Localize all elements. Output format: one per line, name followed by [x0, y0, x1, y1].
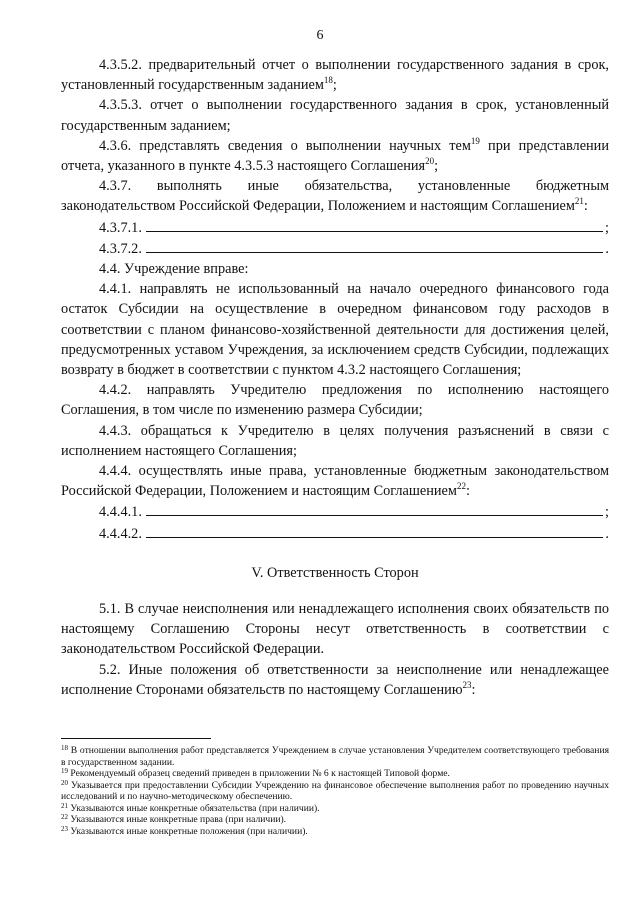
clause-text: 4.3.6. представлять сведения о выполнении научных тем: [99, 137, 471, 154]
footnote-text: Указываются иные конкретные обязательства (при наличии).: [68, 802, 320, 814]
clause-number: 4.3.7.1.: [99, 219, 142, 236]
footnotes: [61, 738, 609, 837]
footnote-number: 18: [61, 744, 68, 752]
blank-fill-line: [146, 523, 604, 538]
footnote-ref: 18: [323, 75, 333, 86]
clause-4-4: 4.4. Учреждение вправе:: [99, 261, 249, 278]
clause-text: 4.3.5.2. предварительный отчет о выполнении государственного задания в срок, установленный государственным заданием: [61, 57, 609, 94]
clause-end: :: [465, 483, 470, 500]
clause-text: 5.2. Иные положения об ответственности за неисполнение или ненадлежащее исполнение Сторонами обязательств по настоящему Соглашению: [61, 661, 609, 698]
clause-4-3-7-1: [61, 217, 609, 238]
clause-end: ;: [605, 504, 609, 521]
blank-fill-line: [146, 217, 603, 232]
footnote-text: Указываются иные конкретные права (при наличии).: [68, 814, 287, 825]
footnote: [61, 780, 609, 803]
clause-end: :: [471, 681, 476, 698]
footnote-ref: 20: [425, 156, 435, 167]
page-number: 6: [316, 28, 324, 43]
clause-4-3-5-3: 4.3.5.3. отчет о выполнении государственного задания в срок, установленный государственным заданием;: [61, 97, 609, 134]
footnote-text: В отношении выполнения работ представляется Учреждением в случае установления Учредителем соответствующего требования в государственном задании.: [61, 745, 609, 768]
clause-4-4-4-1: [61, 501, 609, 522]
clause-4-3-5-2: [61, 55, 609, 95]
footnote-number: 21: [61, 801, 68, 810]
footnote-ref: 19: [470, 135, 480, 146]
footnote-number: 23: [61, 824, 68, 833]
clause-4-4-4: [61, 461, 609, 501]
footnote-ref: 23: [462, 679, 472, 690]
section-title: V. Ответственность Сторон: [251, 564, 419, 581]
clause-text: 4.3.7. выполнять иные обязательства, установленные бюджетным законодательством Российской Федерации, Положением и настоящим Соглашением: [61, 178, 609, 215]
clause-end: :: [583, 198, 588, 215]
footnote-text: Указывается при предоставлении Субсидии Учреждению на финансовое обеспечение выполнения работ по проведению научных исследований и по научно-методическому обеспечению.: [61, 779, 609, 802]
clause-5-2: [61, 660, 609, 700]
clause-4-4-1: 4.4.1. направлять не использованный на начало очередного финансового года остаток Субсидии на осуществление в очередном финансовом году расходов в соответствии с планом финансово-хозяйственной деятельности для достижения целей, предусмотренных уставом Учреждения, за исключением средств Субсидии, подлежащих возврату в бюджет в соответствии с пунктом 4.3.2 настоящего Соглашения;: [61, 281, 609, 379]
clause-text: при представлении отчета, указанного в пункте 4.3.5.3 настоящего Соглашения: [61, 137, 609, 175]
clause-end: .: [605, 240, 609, 257]
clause-end: ;: [332, 77, 337, 94]
clause-end: ;: [605, 219, 609, 236]
footnote-number: 22: [61, 813, 68, 821]
clause-end: .: [605, 525, 609, 542]
clause-number: 4.4.4.1.: [99, 504, 142, 521]
footnote-text: Указываются иные конкретные положения (при наличии).: [68, 825, 308, 837]
footnote-number: 19: [61, 767, 68, 775]
footnote: [61, 803, 609, 815]
footnote-text: Рекомендуемый образец сведений приведен в приложении № 6 к настоящей Типовой форме.: [68, 768, 450, 779]
clause-text: 4.4.4. осуществлять иные права, установленные бюджетным законодательством Российской Федерации, Положением и настоящим Соглашением: [61, 463, 609, 500]
footnote-divider: [61, 738, 211, 739]
clause-number: 4.4.4.2.: [99, 525, 142, 542]
clause-4-4-4-2: [61, 523, 609, 544]
clause-5-1: 5.1. В случае неисполнения или ненадлежащего исполнения своих обязательств по настоящему Соглашению Стороны несут ответственность в соответствии с законодательством Российской Федерации.: [61, 601, 609, 658]
footnote-ref: 21: [574, 196, 584, 207]
clause-number: 4.3.7.2.: [99, 240, 142, 257]
document-body: [61, 55, 609, 700]
clause-4-3-7: [61, 176, 609, 216]
blank-fill-line: [146, 501, 603, 516]
footnote: [61, 745, 609, 768]
clause-4-4-2: 4.4.2. направлять Учредителю предложения по исполнению настоящего Соглашения, в том числе по изменению размера Субсидии;: [61, 382, 609, 419]
footnote: [61, 814, 609, 826]
blank-fill-line: [146, 238, 604, 253]
clause-4-3-6: [61, 136, 609, 176]
clause-4-4-3: 4.4.3. обращаться к Учредителю в целях получения разъяснений в связи с исполнением настоящего Соглашения;: [61, 422, 609, 459]
footnote: [61, 826, 609, 838]
footnote-ref: 22: [456, 481, 466, 492]
clause-4-3-7-2: [61, 238, 609, 259]
clause-end: ;: [434, 158, 439, 175]
footnote: [61, 768, 609, 780]
footnote-number: 20: [61, 778, 68, 787]
